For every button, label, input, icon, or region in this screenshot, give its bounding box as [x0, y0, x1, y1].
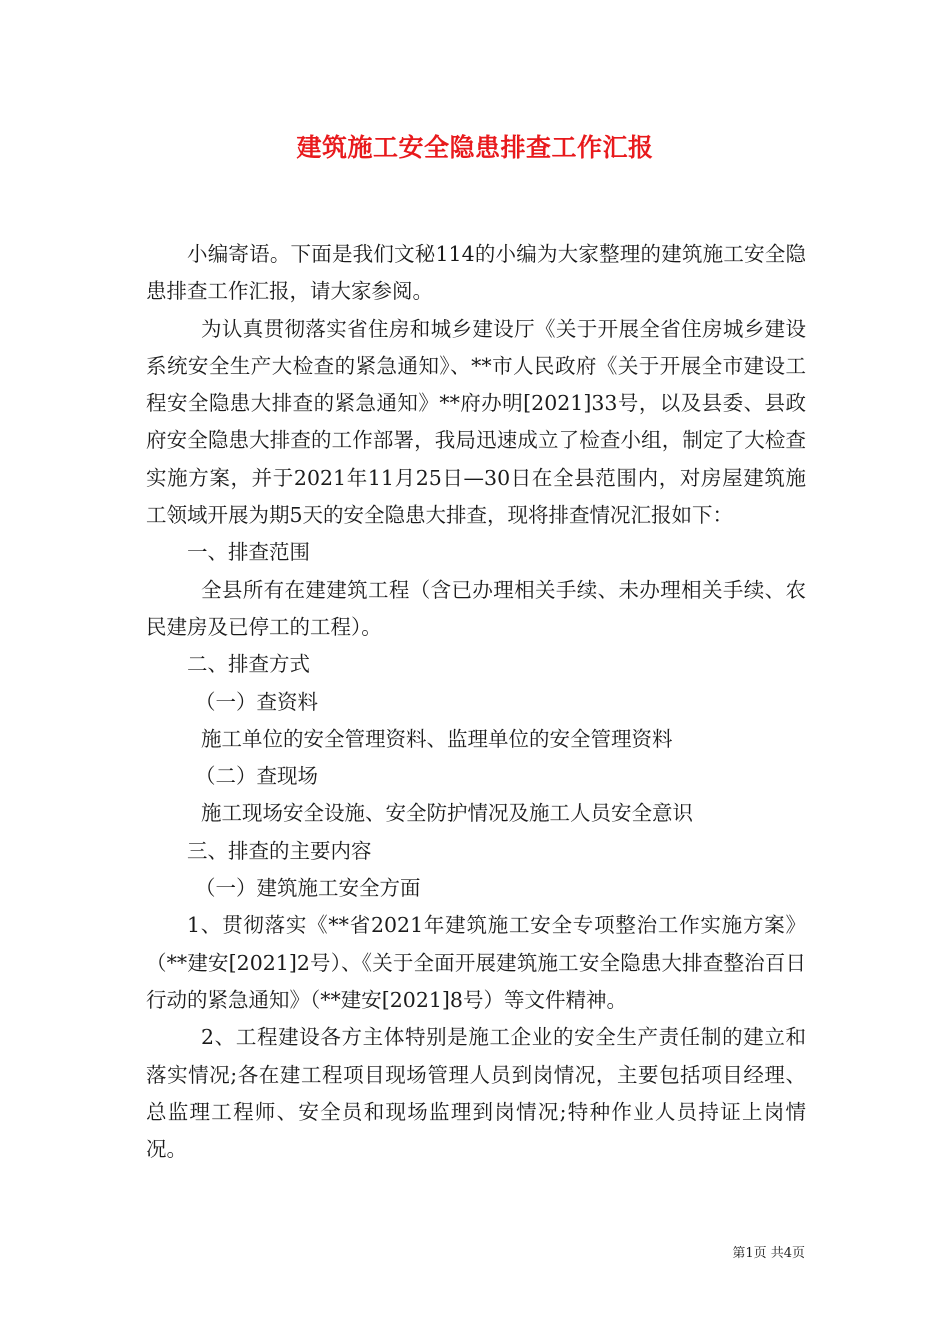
paragraph-intro: 小编寄语。下面是我们文秘114的小编为大家整理的建筑施工安全隐患排查工作汇报，请大家参阅。 — [146, 242, 806, 304]
page-number: 第1页 共4页 — [732, 1246, 805, 1261]
document-title: 建筑施工安全隐患排查工作汇报 — [296, 133, 654, 162]
subheading-construction-safety: （一）建筑施工安全方面 — [195, 876, 421, 901]
paragraph-check-documents: 施工单位的安全管理资料、监理单位的安全管理资料 — [201, 726, 673, 751]
section-heading-method: 二、排查方式 — [187, 652, 310, 677]
subheading-check-site: （二）查现场 — [195, 764, 318, 789]
section-heading-content: 三、排查的主要内容 — [187, 838, 372, 863]
paragraph-item-2: 2、工程建设各方主体特别是施工企业的安全生产责任制的建立和落实情况;各在建工程项目现场管理人员到岗情况，主要包括项目经理、总监理工程师、安全员和现场监理到岗情况;特种作业人员持证上岗情况。 — [146, 1025, 806, 1162]
subheading-check-documents: （一）查资料 — [195, 689, 318, 714]
paragraph-item-1: 1、贯彻落实《**省2021年建筑施工安全专项整治工作实施方案》（**建安[2021]2号）、《关于全面开展建筑施工安全隐患大排查整治百日行动的紧急通知》（**建安[2021]8号）等文件精神。 — [146, 913, 806, 1012]
paragraph-scope: 全县所有在建建筑工程（含已办理相关手续、未办理相关手续、农民建房及已停工的工程）。 — [146, 577, 806, 639]
paragraph-check-site: 施工现场安全设施、安全防护情况及施工人员安全意识 — [201, 801, 693, 826]
document-body — [146, 236, 806, 1168]
paragraph-background: 为认真贯彻落实省住房和城乡建设厅《关于开展全省住房城乡建设系统安全生产大检查的紧急通知》、**市人民政府《关于开展全市建设工程安全隐患大排查的紧急通知》**府办明[2021]33号，以及县委、县政府安全隐患大排查的工作部署，我局迅速成立了检查小组，制定了大检查实施方案，并于2021年11月25日—30日在全县范围内，对房屋建筑施工领域开展为期5天的安全隐患大排查，现将排查情况汇报如下： — [146, 316, 806, 528]
section-heading-scope: 一、排查范围 — [187, 540, 310, 565]
